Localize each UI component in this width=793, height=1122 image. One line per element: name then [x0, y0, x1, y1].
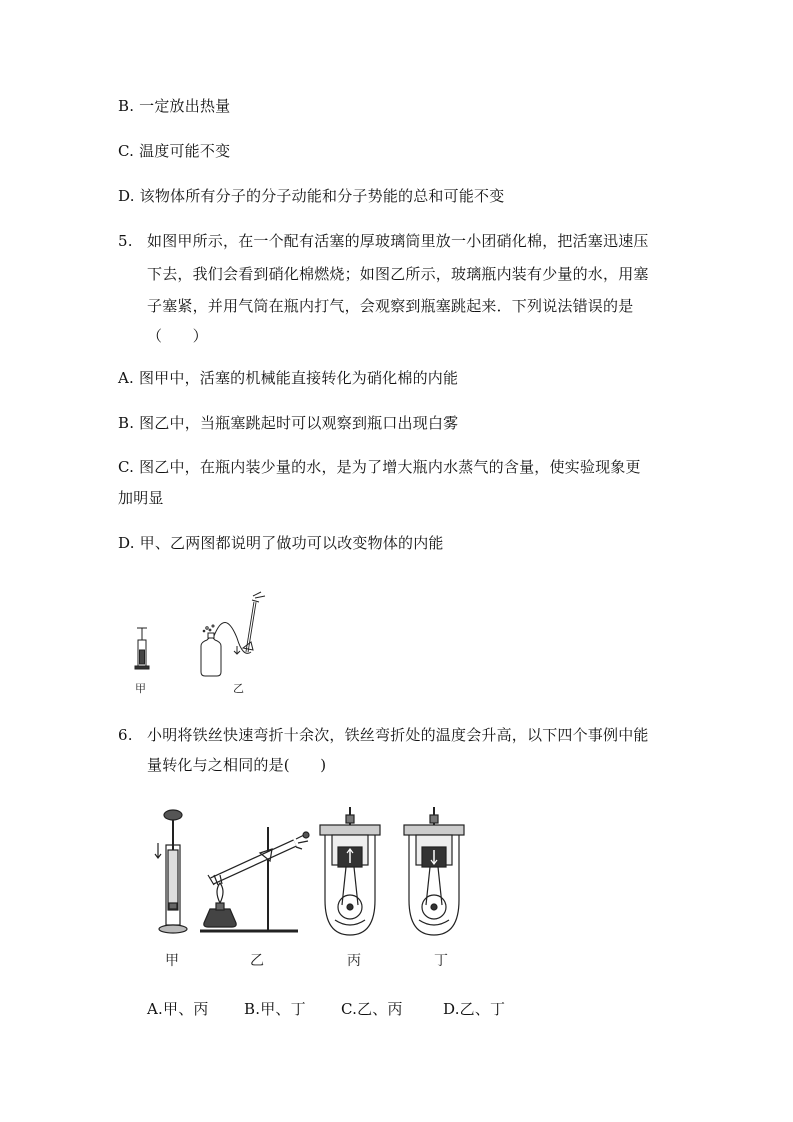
q6-figure-label-jia: 甲 [165, 953, 179, 969]
q6-figure-label-yi: 乙 [250, 953, 264, 969]
q5-option-c-line1: C. 图乙中，在瓶内装少量的水，是为了增大瓶内水蒸气的含量，使实验现象更 [118, 458, 641, 476]
q5-option-a: A. 图甲中，活塞的机械能直接转化为硝化棉的内能 [118, 369, 459, 387]
q5-figure-label-yi: 乙 [233, 682, 244, 695]
engine-power-illustration [404, 807, 464, 935]
engine-compression-illustration [320, 807, 380, 935]
q6-option-a: A.甲、丙 [147, 1000, 209, 1018]
q5-stem-line1: 如图甲所示，在一个配有活塞的厚玻璃筒里放一小团硝化棉，把活塞迅速压 [147, 232, 649, 250]
q5-figure [125, 588, 285, 688]
q5-answer-blank: （ ） [147, 327, 208, 345]
q6-option-b: B.甲、丁 [244, 1000, 306, 1018]
q4-option-d: D. 该物体所有分子的分子动能和分子势能的总和可能不变 [118, 187, 505, 205]
piston-cylinder-illustration [135, 628, 149, 669]
bottle-pump-illustration [201, 592, 265, 676]
q5-option-d: D. 甲、乙两图都说明了做功可以改变物体的内能 [118, 534, 444, 552]
q6-option-d: D.乙、丁 [443, 1000, 506, 1018]
q6-number: 6. [118, 726, 133, 744]
compression-cylinder-illustration [155, 810, 187, 933]
q5-stem-line2: 下去，我们会看到硝化棉燃烧；如图乙所示，玻璃瓶内装有少量的水，用塞 [147, 265, 649, 283]
q5-option-c-line2: 加明显 [118, 489, 164, 507]
q5-option-b: B. 图乙中，当瓶塞跳起时可以观察到瓶口出现白雾 [118, 414, 459, 432]
q5-number: 5. [118, 232, 133, 250]
q4-option-c: C. 温度可能不变 [118, 142, 231, 160]
q6-figure [150, 805, 490, 940]
q6-figure-label-ding: 丁 [434, 953, 448, 969]
q5-figure-drawing [125, 588, 285, 688]
q5-figure-label-jia: 甲 [135, 682, 146, 695]
q5-stem-line3: 子塞紧，并用气筒在瓶内打气，会观察到瓶塞跳起来．下列说法错误的是 [147, 297, 634, 315]
q4-option-b: B. 一定放出热量 [118, 97, 231, 115]
q6-stem-line1: 小明将铁丝快速弯折十余次，铁丝弯折处的温度会升高，以下四个事例中能 [147, 726, 649, 744]
q6-figure-drawing [150, 805, 490, 940]
test-tube-heating-illustration [200, 827, 309, 931]
q6-figure-label-bing: 丙 [347, 953, 361, 969]
q6-stem-line2: 量转化与之相同的是( ) [147, 756, 327, 774]
q6-option-c: C.乙、丙 [341, 1000, 403, 1018]
